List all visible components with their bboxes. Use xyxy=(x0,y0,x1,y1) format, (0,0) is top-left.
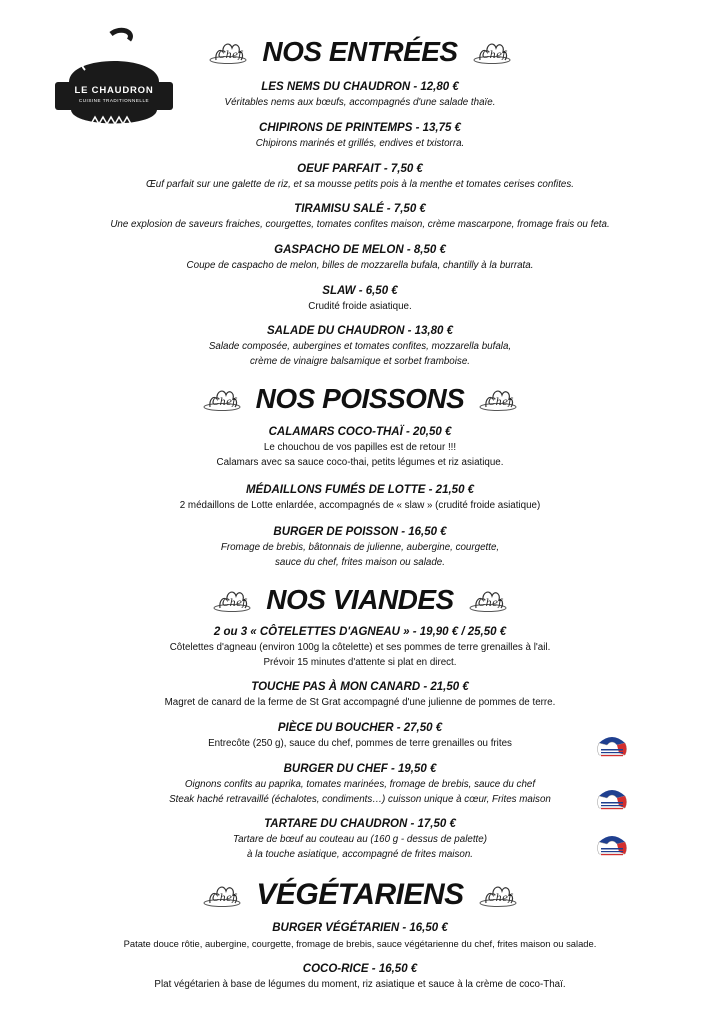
dish-description: Salade composée, aubergines et tomates confites, mozzarella bufala, xyxy=(208,341,512,352)
dish-description: Oignons confits au paprika, tomates marinées, fromage de brebis, sauce du chef xyxy=(184,779,536,790)
dish-description: Plat végétarien à base de légumes du moment, riz asiatique et sauce à la crème de coco-Thaï. xyxy=(154,979,566,990)
dish-name: LES NEMS DU CHAUDRON - 12,80 € xyxy=(261,81,459,93)
dish-name: BURGER DE POISSON - 16,50 € xyxy=(273,526,447,538)
chef-icon xyxy=(468,586,508,614)
french-beef-badge-icon xyxy=(595,786,629,816)
dish-description: Fromage de brebis, bâtonnais de julienne, aubergine, courgette, xyxy=(220,542,500,553)
dish-description: Chipirons marinés et grillés, endives et txistorra. xyxy=(255,138,465,149)
section-title-entrees: NOS ENTRÉES xyxy=(262,36,458,67)
dish-description: Magret de canard de la ferme de St Grat accompagné d'une julienne de pommes de terre. xyxy=(164,697,556,708)
logo-subtitle: CUISINE TRADITIONNELLE xyxy=(78,98,150,103)
chef-icon xyxy=(202,881,242,909)
dish-description: Œuf parfait sur une galette de riz, et sa mousse petits pois à la menthe et tomates cerises confites. xyxy=(145,179,574,190)
dish-name: BURGER VÉGÉTARIEN - 16,50 € xyxy=(272,922,448,934)
dish-name: OEUF PARFAIT - 7,50 € xyxy=(297,163,423,175)
section-title-vegetariens: VÉGÉTARIENS xyxy=(256,878,464,911)
section-title-poissons: NOS POISSONS xyxy=(255,383,465,414)
dish-name: MÉDAILLONS FUMÉS DE LOTTE - 21,50 € xyxy=(245,484,475,496)
dish-description: Le chouchou de vos papilles est de retour !!! xyxy=(263,442,457,453)
dish-description: Entrecôte (250 g), sauce du chef, pommes de terre grenailles ou frites xyxy=(208,738,512,749)
dish-description: Véritables nems aux bœufs, accompagnés d'une salade thaïe. xyxy=(224,97,496,108)
dish-name: 2 ou 3 « CÔTELETTES D'AGNEAU » - 19,90 € / 25,50 € xyxy=(213,626,507,638)
dish-description: 2 médaillons de Lotte enlardée, accompagnés de « slaw » (crudité froide asiatique) xyxy=(179,500,541,511)
chef-icon xyxy=(472,38,512,66)
dish-description: Tartare de bœuf au couteau au (160 g - dessus de palette) xyxy=(233,834,487,845)
dish-description: Calamars avec sa sauce coco-thai, petits légumes et riz asiatique. xyxy=(216,457,504,468)
dish-name: PIÈCE DU BOUCHER - 27,50 € xyxy=(277,722,443,734)
logo-title: LE CHAUDRON xyxy=(74,85,154,96)
dish-name: TIRAMISU SALÉ - 7,50 € xyxy=(294,203,426,215)
dish-name: SLAW - 6,50 € xyxy=(322,285,398,297)
dish-description: Une explosion de saveurs fraiches, courgettes, tomates confites maison, crème mascarpone, fromage frais ou feta. xyxy=(110,219,610,230)
french-beef-badge-icon xyxy=(595,832,629,862)
chef-icon xyxy=(202,385,242,413)
dish-description: Steak haché retravaillé (échalotes, condiments…) cuisson unique à cœur, Frites maison xyxy=(169,794,551,805)
chef-icon xyxy=(212,586,252,614)
chef-icon xyxy=(478,385,518,413)
dish-description: sauce du chef, frites maison ou salade. xyxy=(275,557,445,568)
dish-description: Patate douce rôtie, aubergine, courgette, fromage de brebis, sauce végétarienne du chef, frites maison ou salade. xyxy=(123,938,597,949)
dish-name: GASPACHO DE MELON - 8,50 € xyxy=(274,244,446,256)
section-header-entrees xyxy=(0,34,720,70)
section-header-viandes xyxy=(0,582,720,618)
dish-name: TARTARE DU CHAUDRON - 17,50 € xyxy=(264,818,456,830)
dish-name: SALADE DU CHAUDRON - 13,80 € xyxy=(267,325,453,337)
dish-name: CHIPIRONS DE PRINTEMPS - 13,75 € xyxy=(259,122,461,134)
dish-description: Crudité froide asiatique. xyxy=(308,301,412,312)
dish-name: TOUCHE PAS À MON CANARD - 21,50 € xyxy=(251,681,469,693)
dish-name: COCO-RICE - 16,50 € xyxy=(302,963,418,975)
dish-name: BURGER DU CHEF - 19,50 € xyxy=(283,763,437,775)
dish-description: Côtelettes d'agneau (environ 100g la côtelette) et ses pommes de terre grenailles à l'ail. xyxy=(169,642,551,653)
french-beef-badge-icon xyxy=(595,733,629,763)
section-header-vegetariens xyxy=(0,876,720,914)
section-header-poissons xyxy=(0,381,720,417)
chef-icon xyxy=(208,38,248,66)
section-title-viandes: NOS VIANDES xyxy=(266,584,454,615)
dish-description: crème de vinaigre balsamique et sorbet framboise. xyxy=(250,356,470,367)
chef-icon xyxy=(478,881,518,909)
dish-description: Coupe de caspacho de melon, billes de mozzarella bufala, chantilly à la burrata. xyxy=(186,260,534,271)
dish-description: à la touche asiatique, accompagné de frites maison. xyxy=(246,849,473,860)
dish-description: Prévoir 15 minutes d'attente si plat en direct. xyxy=(263,657,457,668)
dish-name: CALAMARS COCO-THAÏ - 20,50 € xyxy=(268,426,452,438)
